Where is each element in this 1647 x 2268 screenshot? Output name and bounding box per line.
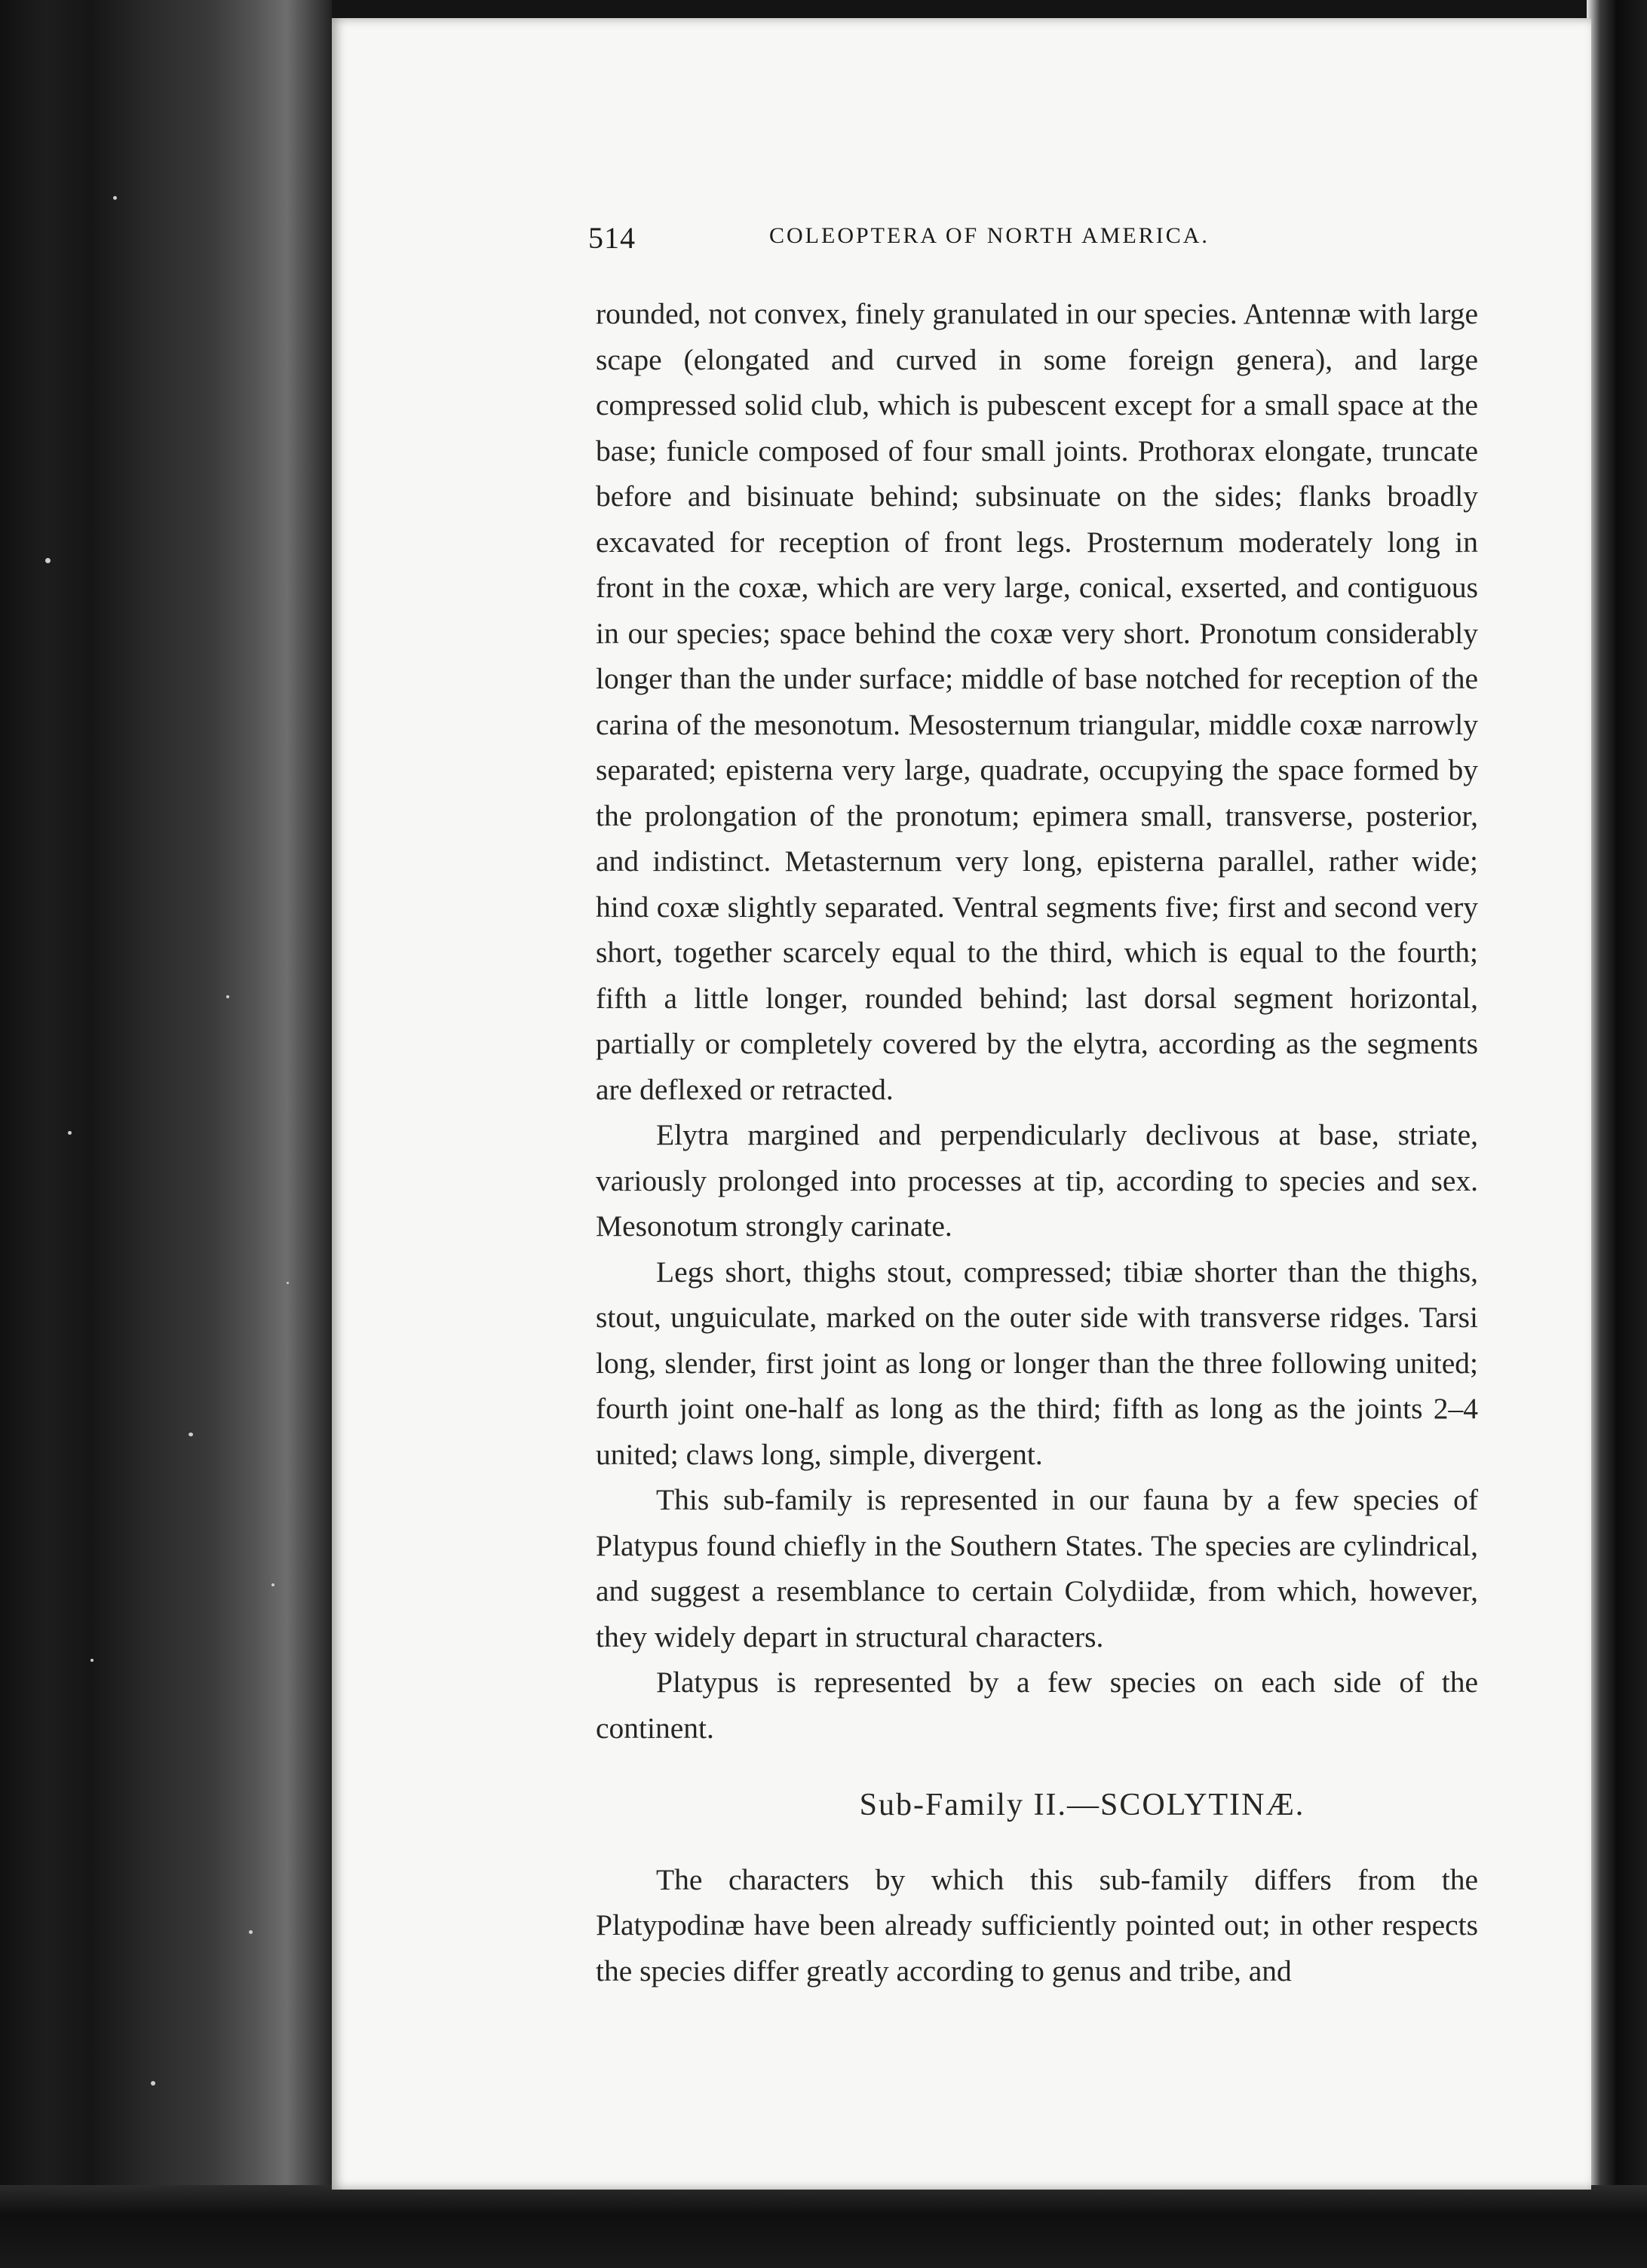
body-text	[596, 291, 1478, 1994]
paragraph: The characters by which this sub-family differs from the Platypodinæ have been already sufficiently pointed out; in other respects the species differ greatly according to genus and tribe, and	[596, 1862, 1478, 1988]
paragraph: Legs short, thighs stout, compressed; tibiæ shorter than the thighs, stout, unguiculate, marked on the outer side with transverse ridges. Tarsi long, slender, first joint as long or longer than the three following united; fourth joint one-half as long as the third; fifth as long as the joints 2–4 united; claws long, simple, divergent.	[596, 1255, 1478, 1471]
paragraph: Platypus is represented by a few species on each side of the continent.	[596, 1666, 1478, 1745]
paragraph: This sub-family is represented in our fauna by a few species of Platypus found chiefly in the Southern States. The species are cylindrical, and suggest a resemblance to certain Colydiidæ, from which, however, they widely depart in structural characters.	[596, 1483, 1478, 1653]
book-title: COLEOPTERA OF NORTH AMERICA.	[769, 223, 1210, 248]
scan-bottom-edge	[0, 2185, 1647, 2268]
page-sheet	[332, 18, 1591, 2190]
next-page-edge	[1587, 0, 1647, 2268]
running-head	[588, 220, 1584, 265]
book-binding	[0, 0, 332, 2268]
page-number: 514	[588, 221, 636, 255]
section-heading: Sub-Family II.—SCOLYTINÆ.	[859, 1788, 1305, 1822]
paragraph: rounded, not convex, finely granulated in our species. Antennæ with large scape (elongated and curved in some foreign genera), and large compressed solid club, which is pubescent except for a small space at the base; funicle composed of four small joints. Prothorax elongate, truncate before and bisinuate behind; subsinuate on the sides; flanks broadly excavated for reception of front legs. Prosternum moderately long in front in the coxæ, which are very large, conical, exserted, and contiguous in our species; space behind the coxæ very short. Pronotum considerably longer than the under surface; middle of base notched for reception of the carina of the mesonotum. Mesosternum triangular, middle coxæ narrowly separated; episterna very large, quadrate, occupying the space formed by the prolongation of the pronotum; epimera small, transverse, posterior, and indistinct. Metasternum very long, episterna parallel, rather wide; hind coxæ slightly separated. Ventral segments five; first and second very short, together scarcely equal to the third, which is equal to the fourth; fifth a little longer, rounded behind; last dorsal segment horizontal, partially or completely covered by the elytra, according as the segments are deflexed or retracted.	[596, 297, 1478, 1106]
paragraph: Elytra margined and perpendicularly declivous at base, striate, variously prolonged into processes at tip, according to species and sex. Mesonotum strongly carinate.	[596, 1118, 1478, 1243]
